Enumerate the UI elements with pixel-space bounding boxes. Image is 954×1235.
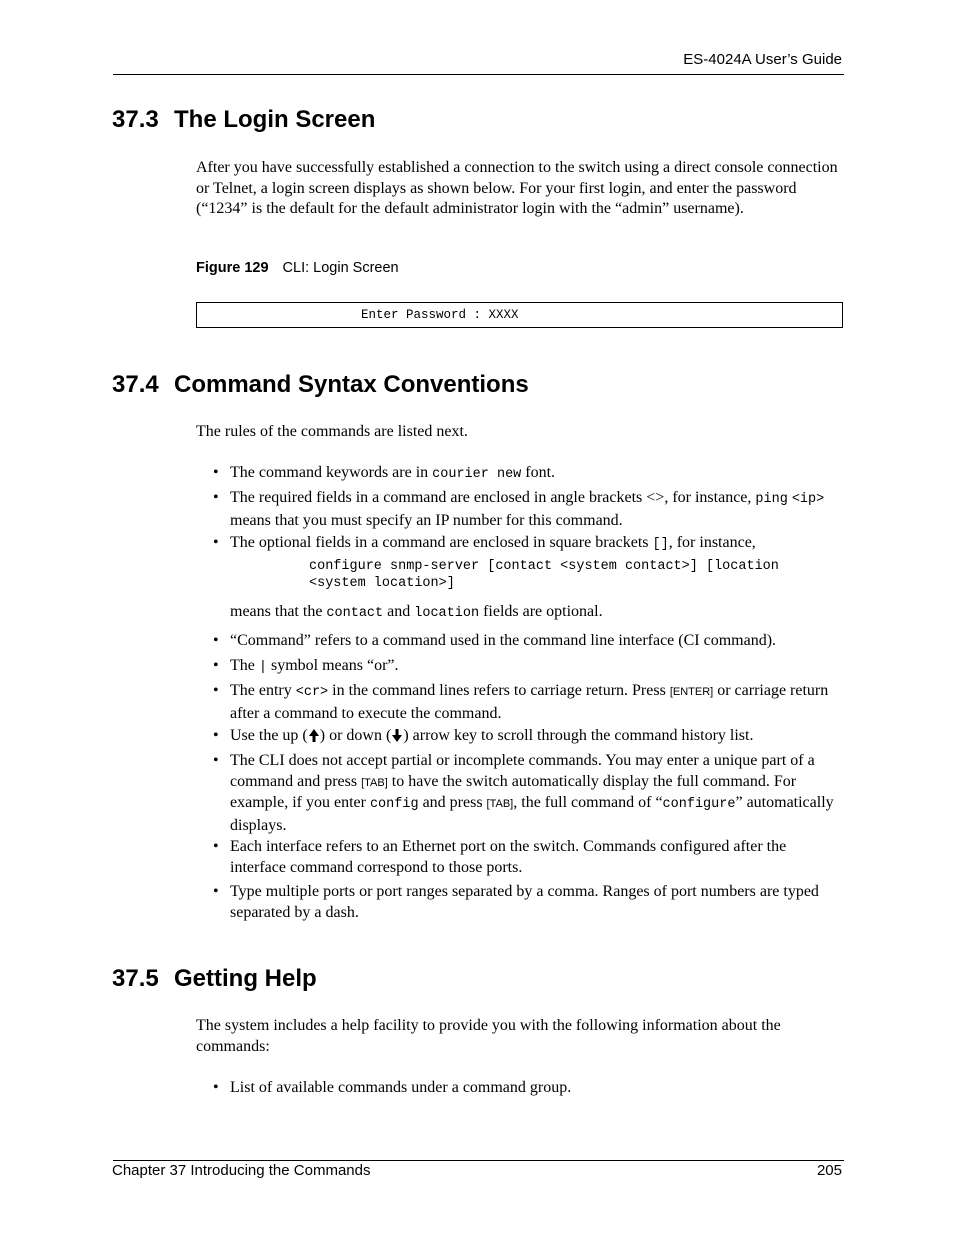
command-example-line-2: <system location>] <box>309 576 455 591</box>
command-example-line-1: configure snmp-server [contact <system contact>] [location <box>309 559 779 574</box>
up-arrow-icon <box>308 729 320 742</box>
list-item: • Type multiple ports or port ranges separated by a comma. Ranges of port numbers are typed separated by a dash. <box>230 882 844 923</box>
figure-caption <box>196 259 399 277</box>
header-rule <box>113 74 844 75</box>
list-item: • The optional fields in a command are enclosed in square brackets [], for instance, <box>230 533 844 556</box>
down-arrow-icon <box>391 729 403 742</box>
list-item: • Each interface refers to an Ethernet port on the switch. Commands configured after the interface command correspond to those ports. <box>230 837 844 878</box>
tab-key-label: [TAB] <box>361 776 388 789</box>
syntax-intro-paragraph: The rules of the commands are listed next. <box>196 423 468 440</box>
cli-login-screen-figure <box>196 302 843 328</box>
section-number: 37.4 <box>112 371 159 398</box>
heading-37-5 <box>112 964 317 994</box>
heading-37-4 <box>112 370 529 400</box>
heading-37-3 <box>112 105 375 135</box>
list-item: • The entry <cr> in the command lines refers to carriage return. Press [ENTER] or carriage return after a command to execute the command. <box>230 681 844 724</box>
login-intro-paragraph: After you have successfully established a connection to the switch using a direct console connection or Telnet, a login screen displays as shown below. For your first login, and enter the password (“1234” is the default for the default administrator login with the “admin” username). <box>196 159 838 217</box>
list-item: • The CLI does not accept partial or incomplete commands. You may enter a unique part of a command and press [TAB] to have the switch automatically display the full command. For example, if you enter config and press [TAB], the full command of “configure” automatically displays. <box>230 751 844 836</box>
help-intro-paragraph: The system includes a help facility to provide you with the following information about the commands: <box>196 1017 781 1055</box>
footer-rule <box>113 1160 844 1161</box>
list-item: • The required fields in a command are enclosed in angle brackets <>, for instance, ping <ip> means that you must specify an IP number for this command. <box>230 488 844 531</box>
section-title: The Login Screen <box>174 106 376 133</box>
optional-fields-note: means that the contact and location fields are optional. <box>230 603 603 621</box>
figure-caption-text: CLI: Login Screen <box>282 260 399 276</box>
cli-password-prompt: Enter Password : XXXX <box>361 308 519 322</box>
list-item: • The | symbol means “or”. <box>230 656 844 679</box>
header-guide-title: ES-4024A User’s Guide <box>683 51 842 68</box>
list-item: • List of available commands under a command group. <box>230 1078 844 1099</box>
section-number: 37.5 <box>112 965 159 992</box>
section-title: Getting Help <box>174 965 317 992</box>
enter-key-label: [ENTER] <box>669 686 714 698</box>
figure-label: Figure 129 <box>196 260 269 276</box>
footer-chapter: Chapter 37 Introducing the Commands <box>112 1162 371 1179</box>
tab-key-label: [TAB] <box>486 798 514 810</box>
section-number: 37.3 <box>112 106 159 133</box>
list-item: • “Command” refers to a command used in the command line interface (CI command). <box>230 631 844 652</box>
list-item: • Use the up ( ) or down ( ) arrow key to scroll through the command history list. <box>230 726 844 747</box>
list-item: • The command keywords are in courier new font. <box>230 463 844 486</box>
section-title: Command Syntax Conventions <box>174 371 529 398</box>
footer-page-number: 205 <box>816 1162 842 1179</box>
